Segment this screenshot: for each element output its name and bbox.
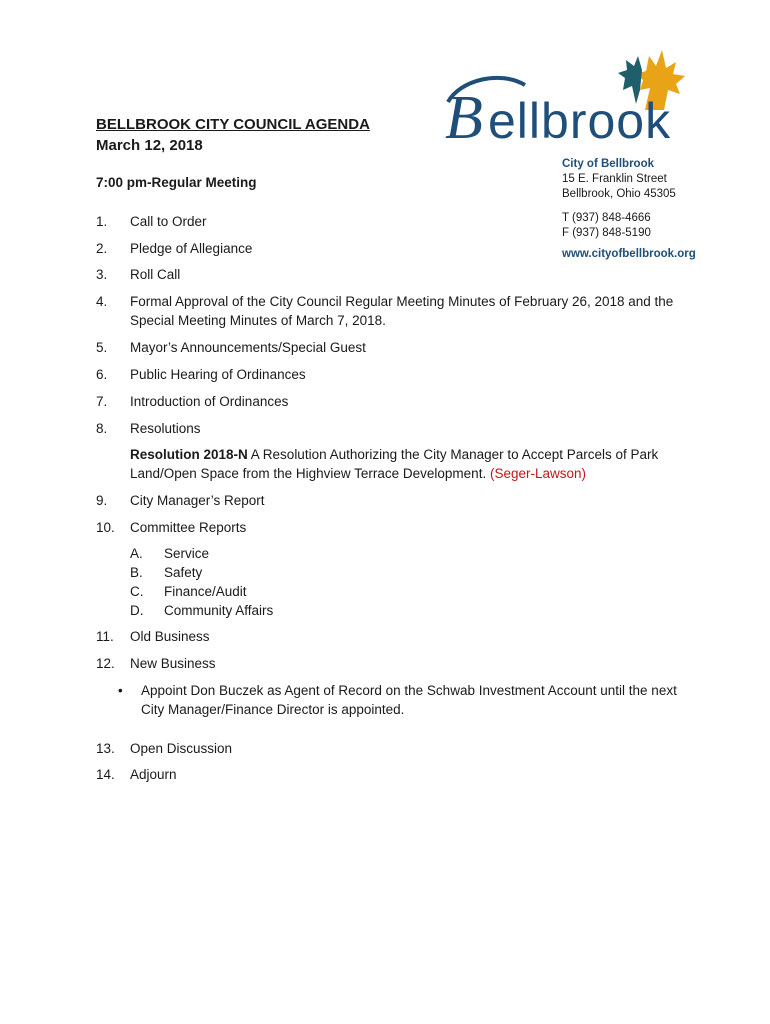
item-number: 10. [96,520,115,535]
item-text: Call to Order [130,214,207,229]
item-number: 1. [96,214,108,229]
item-number: 6. [96,367,108,382]
item-text: Old Business [130,629,210,644]
page-title: BELLBROOK CITY COUNCIL AGENDA [96,116,370,133]
item-text: Adjourn [130,767,177,782]
committee-letter: C. [130,584,144,599]
committee-name: Safety [164,565,203,580]
committee-letter: D. [130,603,144,618]
resolution-sponsor: (Seger-Lawson) [489,466,587,481]
committee-name: Community Affairs [164,603,274,618]
resolution-id: Resolution 2018-N [130,447,248,462]
item-number: 12. [96,656,115,671]
resolution-entry [130,445,690,483]
item-number: 7. [96,394,108,409]
logo-wordmark-rest: ellbrook [488,93,672,149]
item-text: Introduction of Ordinances [130,394,289,409]
item-text: Public Hearing of Ordinances [130,367,306,382]
bullet-icon: • [118,683,123,698]
item-text: Formal Approval of the City Council Regular Meeting Minutes of February 26, 2018 and the Special Meeting Minutes of March 7, 2018. [130,294,674,328]
item-text: City Manager’s Report [130,493,265,508]
item-text: Pledge of Allegiance [130,241,253,256]
committee-letter: A. [130,546,143,561]
item-number: 3. [96,267,108,282]
committee-name: Service [164,546,210,561]
meeting-time: 7:00 pm-Regular Meeting [96,175,257,190]
contact-phone: T (937) 848-4666 [562,212,651,224]
contact-fax: F (937) 848-5190 [562,227,651,239]
agenda-header [96,114,370,156]
contact-website-link[interactable]: www.cityofbellbrook.org [562,248,696,260]
agenda-date: March 12, 2018 [96,137,203,154]
item-number: 11. [96,629,114,644]
contact-city: Bellbrook, Ohio 45305 [562,188,676,200]
item-number: 9. [96,493,108,508]
committee-name: Finance/Audit [164,584,247,599]
item-number: 13. [96,741,115,756]
item-text: Roll Call [130,267,181,282]
item-number: 2. [96,241,108,256]
item-number: 4. [96,294,108,309]
item-number: 8. [96,421,108,436]
item-text: New Business [130,656,216,671]
bullet-text: Appoint Don Buczek as Agent of Record on the Schwab Investment Account until the next City Manager/Finance Director is appointed. [141,683,677,717]
item-text: Committee Reports [130,520,247,535]
contact-org: City of Bellbrook [562,158,655,170]
contact-street: 15 E. Franklin Street [562,173,667,185]
item-text: Open Discussion [130,741,233,756]
item-text: Mayor’s Announcements/Special Guest [130,340,366,355]
logo-wordmark-b: B [445,84,483,150]
committee-letter: B. [130,565,143,580]
resolution-text: A Resolution Authorizing the City Manager to Accept Parcels of Park Land/Open Space from the Highview Terrace Development. [130,447,659,481]
item-number: 14. [96,767,115,782]
item-text: Resolutions [130,421,201,436]
bellbrook-logo [440,40,730,150]
item-number: 5. [96,340,108,355]
bellbrook-logo-icon [440,40,730,150]
